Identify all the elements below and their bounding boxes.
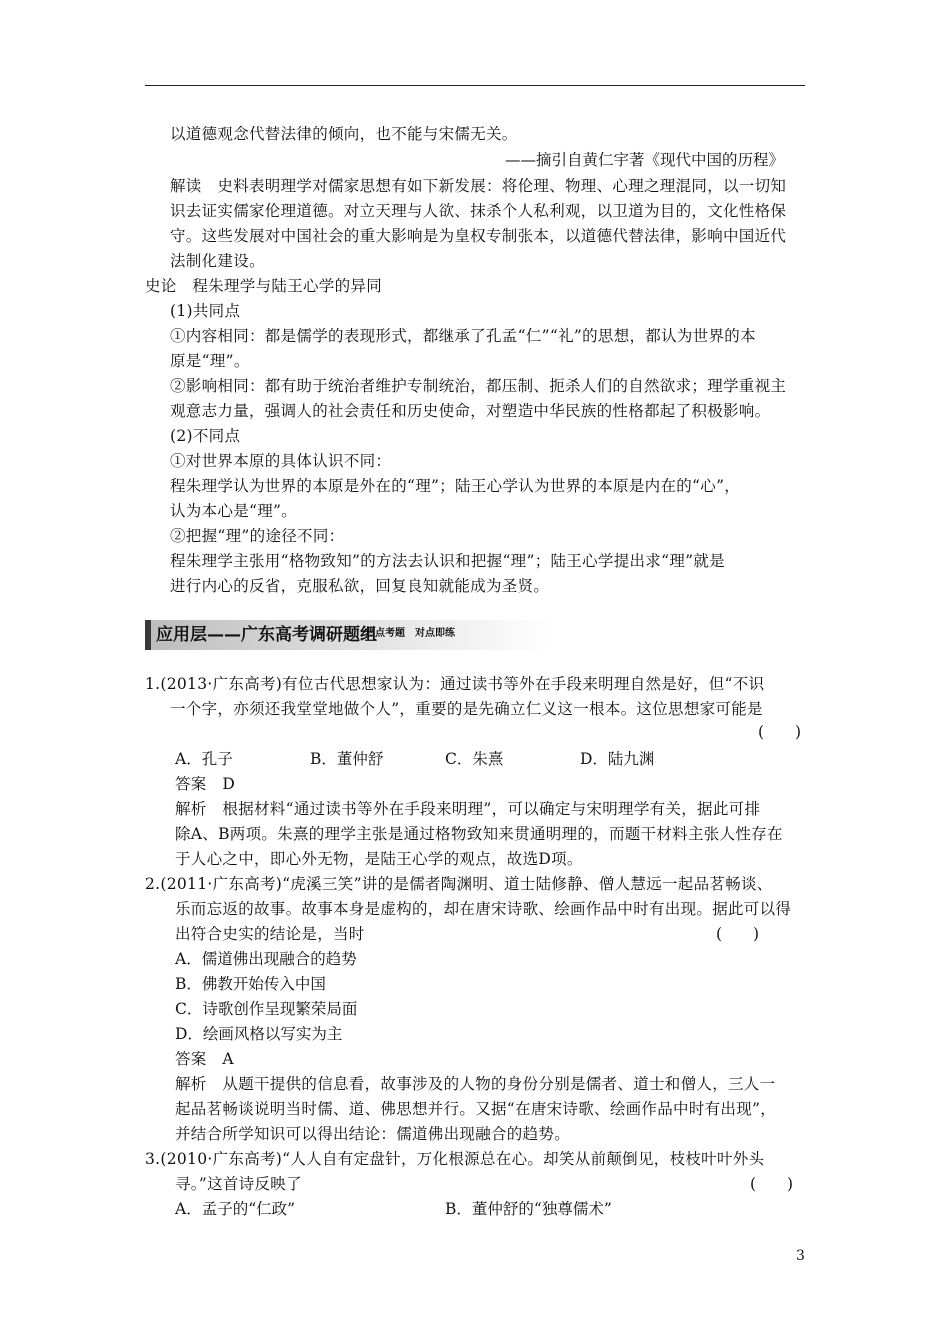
option-a: A．孟子的“仁政” xyxy=(175,1200,296,1218)
analysis-line: 并结合所学知识可以得出结论：儒道佛出现融合的趋势。 xyxy=(175,1125,571,1143)
page-number: 3 xyxy=(796,1248,805,1264)
shilun-line: ①对世界本原的具体认识不同： xyxy=(170,452,392,470)
shilun-line: 进行内心的反省，克服私欲，回复良知就能成为圣贤。 xyxy=(170,577,550,595)
interpretation-line-1: 解读 史料表明理学对儒家思想有如下新发展：将伦理、物理、心理之理混同，以一切知 xyxy=(170,177,787,195)
shilun-line: 原是“理”。 xyxy=(170,352,250,370)
shilun-line: 程朱理学认为世界的本原是外在的“理”；陆王心学认为世界的本原是内在的“心”， xyxy=(170,477,741,495)
option-d: D．绘画风格以写实为主 xyxy=(175,1025,343,1043)
analysis-line: 于人心之中，即心外无物，是陆王心学的观点，故选D项。 xyxy=(175,850,583,868)
answer: 答案 D xyxy=(175,775,236,793)
shilun-line: (2)不同点 xyxy=(170,427,241,445)
answer-bracket: ( ) xyxy=(758,723,802,741)
shilun-line: ②影响相同：都有助于统治者维护专制统治，都压制、扼杀人们的自然欲求；理学重视主 xyxy=(170,377,787,395)
option-c: C．诗歌创作呈现繁荣局面 xyxy=(175,1000,358,1018)
header-rule xyxy=(145,85,805,86)
section-subtitle: 热点考题 对点即练 xyxy=(365,628,455,639)
interpretation-line-2: 识去证实儒家伦理道德。对立天理与人欲、抹杀个人私利观，以卫道为目的，文化性格保 xyxy=(170,202,787,220)
option-b: B．董仲舒 xyxy=(310,750,384,768)
answer-bracket: ( ) xyxy=(716,925,760,943)
source-citation: ——摘引自黄仁宇著《现代中国的历程》 xyxy=(505,151,785,169)
shilun-line: 程朱理学主张用“格物致知”的方法去认识和把握“理”；陆王心学提出求“理”就是 xyxy=(170,552,725,570)
question-1-line-1: 1.(2013·广东高考)有位古代思想家认为：通过读书等外在手段来明理自然是好，但“不识 xyxy=(145,675,765,693)
option-a: A．孔子 xyxy=(175,750,233,768)
option-b: B．董仲舒的“独尊儒术” xyxy=(445,1200,612,1218)
question-1-line-2: 一个字，亦须还我堂堂地做个人”，重要的是先确立仁义这一根本。这位思想家可能是 xyxy=(170,700,763,718)
question-2-line-1: 2.(2011·广东高考)“虎溪三笑”讲的是儒者陶渊明、道士陆修静、僧人慧远一起品茗畅谈、 xyxy=(145,875,773,893)
intro-line-1: 以道德观念代替法律的倾向，也不能与宋儒无关。 xyxy=(170,125,518,143)
shilun-line: 认为本心是“理”。 xyxy=(170,502,298,520)
shilun-heading: 史论 程朱理学与陆王心学的异同 xyxy=(145,277,383,295)
option-d: D．陆九渊 xyxy=(580,750,655,768)
shilun-line: 观意志力量，强调人的社会责任和历史使命，对塑造中华民族的性格都起了积极影响。 xyxy=(170,402,771,420)
answer-bracket: ( ) xyxy=(750,1175,794,1193)
analysis-line: 除A、B两项。朱熹的理学主张是通过格物致知来贯通明理的，而题干材料主张人性存在 xyxy=(175,825,783,843)
interpretation-line-4: 法制化建设。 xyxy=(170,252,265,270)
answer: 答案 A xyxy=(175,1050,234,1068)
analysis-line: 起品茗畅谈说明当时儒、道、佛思想并行。又据“在唐宋诗歌、绘画作品中时有出现”， xyxy=(175,1100,777,1118)
section-title: 应用层——广东高考调研题组 xyxy=(156,625,377,645)
shilun-line: (1)共同点 xyxy=(170,302,241,320)
question-3-line-1: 3.(2010·广东高考)“人人自有定盘针，万化根源总在心。却笑从前颠倒见，枝枝叶叶外头 xyxy=(145,1150,765,1168)
analysis-line: 解析 从题干提供的信息看，故事涉及的人物的身份分别是儒者、道士和僧人，三人一 xyxy=(175,1075,776,1093)
question-3-line-2: 寻。”这首诗反映了 xyxy=(175,1175,302,1193)
option-a: A．儒道佛出现融合的趋势 xyxy=(175,950,357,968)
question-2-line-3: 出符合史实的结论是，当时 xyxy=(175,925,365,943)
analysis-line: 解析 根据材料“通过读书等外在手段来明理”，可以确定与宋明理学有关，据此可排 xyxy=(175,800,761,818)
option-b: B．佛教开始传入中国 xyxy=(175,975,326,993)
interpretation-line-3: 守。这些发展对中国社会的重大影响是为皇权专制张本，以道德代替法律，影响中国近代 xyxy=(170,227,787,245)
question-2-line-2: 乐而忘返的故事。故事本身是虚构的，却在唐宋诗歌、绘画作品中时有出现。据此可以得 xyxy=(175,900,792,918)
option-c: C．朱熹 xyxy=(445,750,504,768)
shilun-line: ①内容相同：都是儒学的表现形式，都继承了孔孟“仁”“礼”的思想，都认为世界的本 xyxy=(170,327,756,345)
shilun-line: ②把握“理”的途径不同： xyxy=(170,527,345,545)
